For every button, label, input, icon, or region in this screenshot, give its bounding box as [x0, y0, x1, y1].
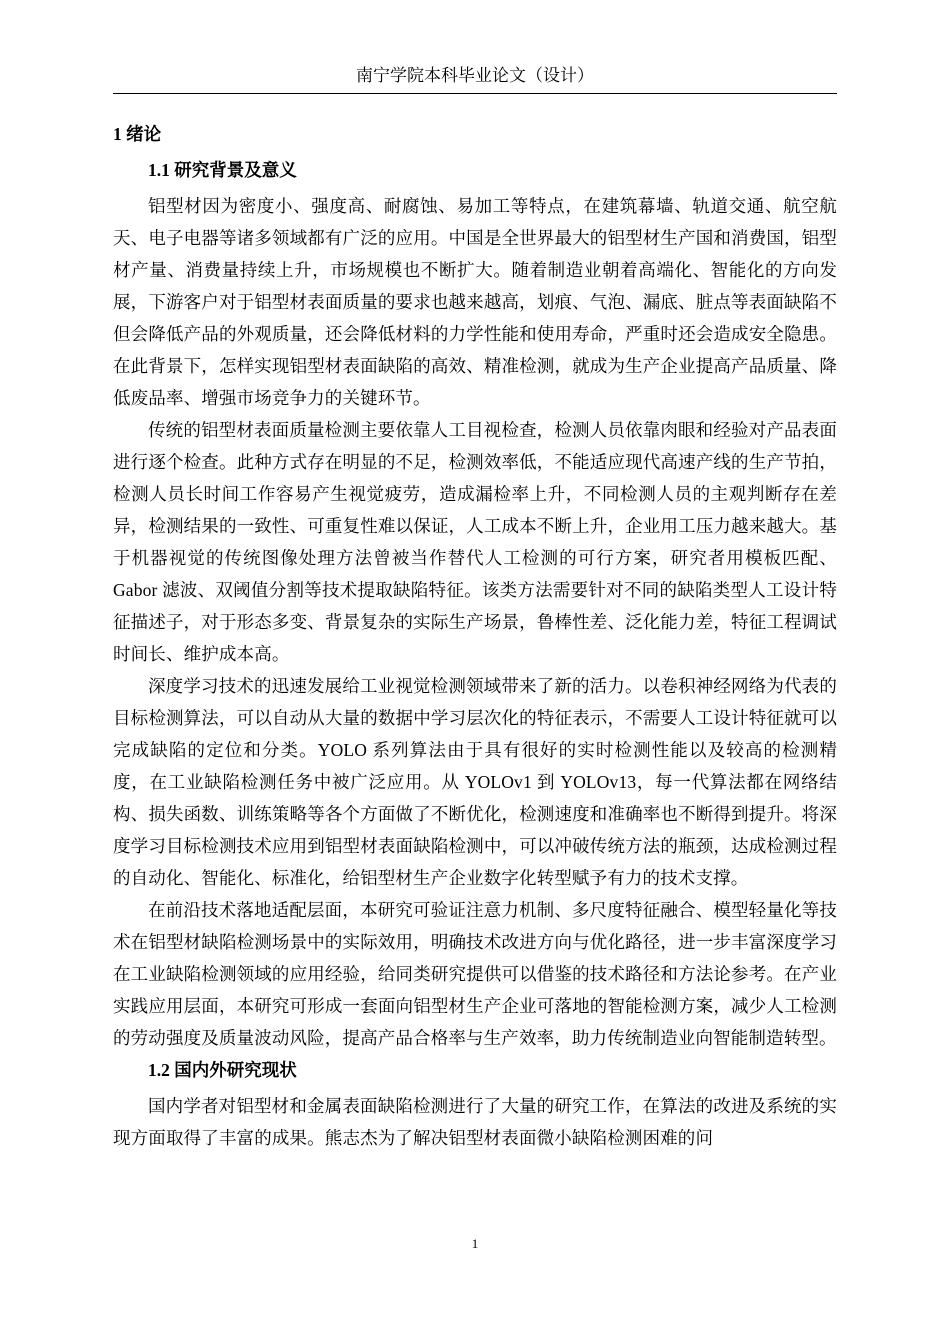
- paragraph-3: 深度学习技术的迅速发展给工业视觉检测领域带来了新的活力。以卷积神经网络为代表的目标检测算法，可以自动从大量的数据中学习层次化的特征表示，不需要人工设计特征就可以完成缺陷的定位和分类。YOLO 系列算法由于具有很好的实时检测性能以及较高的检测精度，在工业缺陷检测任务中被广泛应用。从 YOLOv1 到 YOLOv13，每一代算法都在网络结构、损失函数、训练策略等各个方面做了不断优化，检测速度和准确率也不断得到提升。将深度学习目标检测技术应用到铝型材表面缺陷检测中，可以冲破传统方法的瓶颈，达成检测过程的自动化、智能化、标准化，给铝型材生产企业数字化转型赋予有力的技术支撑。: [113, 676, 837, 888]
- document-body: [113, 118, 837, 1154]
- header-divider: [113, 93, 837, 94]
- section-heading-1-1: 1.1 研究背景及意义: [148, 160, 297, 180]
- paragraph-1: 铝型材因为密度小、强度高、耐腐蚀、易加工等特点，在建筑幕墙、轨道交通、航空航天、电子电器等诸多领域都有广泛的应用。中国是全世界最大的铝型材生产国和消费国，铝型材产量、消费量持续上升，市场规模也不断扩大。随着制造业朝着高端化、智能化的方向发展，下游客户对于铝型材表面质量的要求也越来越高，划痕、气泡、漏底、脏点等表面缺陷不但会降低产品的外观质量，还会降低材料的力学性能和使用寿命，严重时还会造成安全隐患。在此背景下，怎样实现铝型材表面缺陷的高效、精准检测，就成为生产企业提高产品质量、降低废品率、增强市场竞争力的关键环节。: [113, 196, 837, 408]
- running-header: 南宁学院本科毕业论文（设计）: [356, 66, 594, 85]
- paragraph-5: 国内学者对铝型材和金属表面缺陷检测进行了大量的研究工作，在算法的改进及系统的实现方面取得了丰富的成果。熊志杰为了解决铝型材表面微小缺陷检测困难的问: [113, 1096, 837, 1148]
- section-heading-1-2: 1.2 国内外研究现状: [148, 1060, 297, 1080]
- page-number: 1: [471, 1236, 479, 1251]
- chapter-heading: 1 绪论: [113, 124, 162, 144]
- paragraph-4: 在前沿技术落地适配层面，本研究可验证注意力机制、多尺度特征融合、模型轻量化等技术在铝型材缺陷检测场景中的实际效用，明确技术改进方向与优化路径，进一步丰富深度学习在工业缺陷检测领域的应用经验，给同类研究提供可以借鉴的技术路径和方法论参考。在产业实践应用层面，本研究可形成一套面向铝型材生产企业可落地的智能检测方案，减少人工检测的劳动强度及质量波动风险，提高产品合格率与生产效率，助力传统制造业向智能制造转型。: [113, 900, 837, 1048]
- paragraph-2: 传统的铝型材表面质量检测主要依靠人工目视检查，检测人员依靠肉眼和经验对产品表面进行逐个检查。此种方式存在明显的不足，检测效率低，不能适应现代高速产线的生产节拍，检测人员长时间工作容易产生视觉疲劳，造成漏检率上升，不同检测人员的主观判断存在差异，检测结果的一致性、可重复性难以保证，人工成本不断上升，企业用工压力越来越大。基于机器视觉的传统图像处理方法曾被当作替代人工检测的可行方案，研究者用模板匹配、Gabor 滤波、双阈值分割等技术提取缺陷特征。该类方法需要针对不同的缺陷类型人工设计特征描述子，对于形态多变、背景复杂的实际生产场景，鲁棒性差、泛化能力差，特征工程调试时间长、维护成本高。: [113, 420, 837, 664]
